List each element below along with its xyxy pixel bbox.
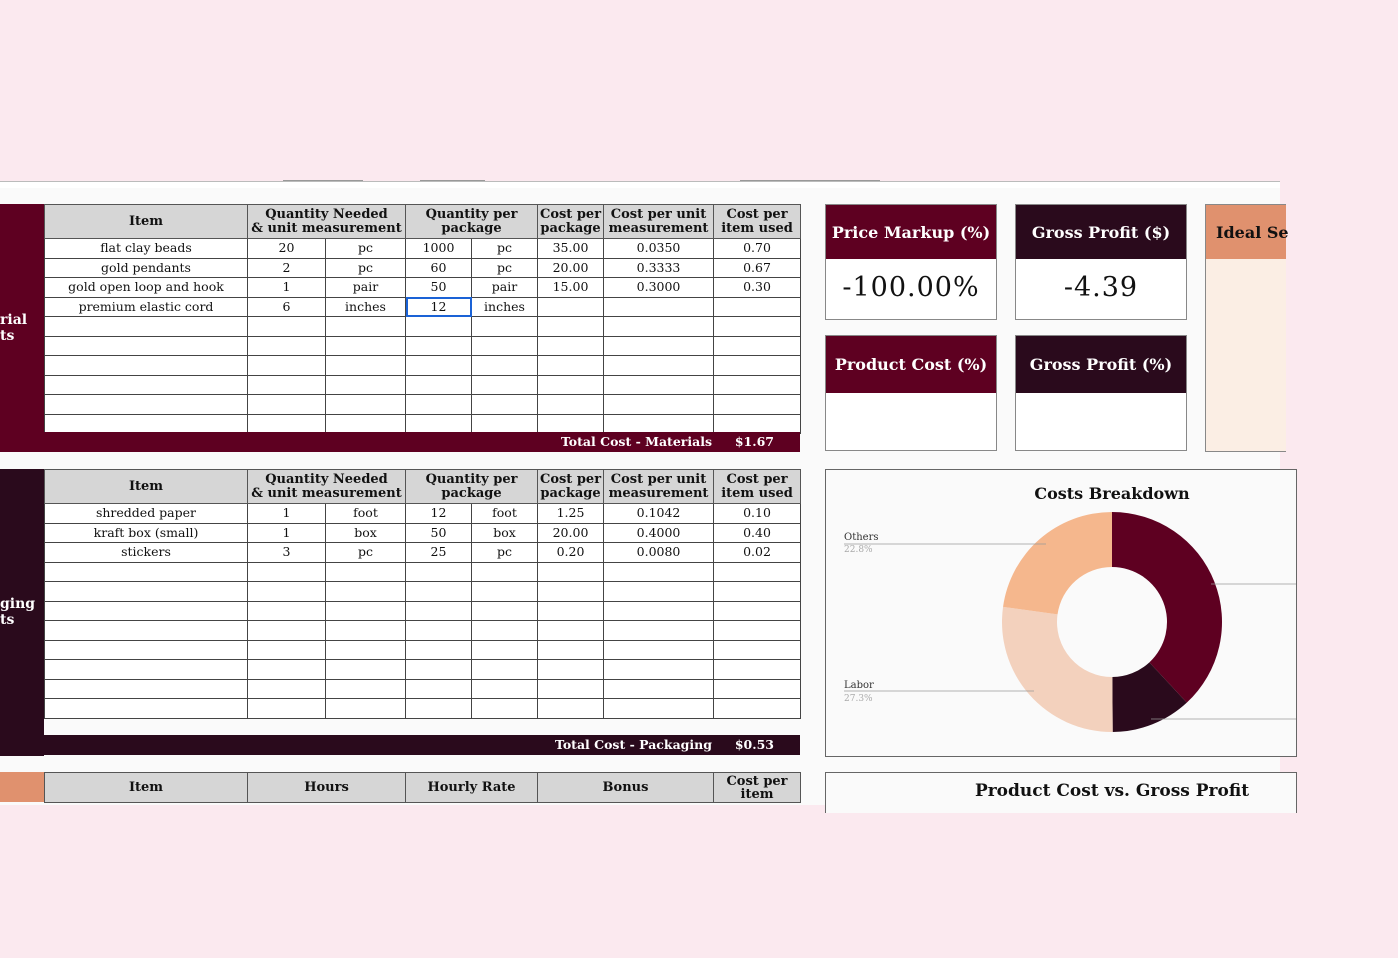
cell-qty-needed[interactable]: 1 <box>248 504 326 524</box>
others-label: Others <box>844 532 879 543</box>
table-row <box>45 375 801 395</box>
cell-qty-unit[interactable] <box>326 640 406 660</box>
cell-qty-per-package[interactable] <box>406 356 472 376</box>
product-cost-pct-label: Product Cost (%) <box>826 336 996 393</box>
table-row <box>45 621 801 641</box>
costs-breakdown-panel[interactable] <box>825 469 1297 757</box>
cell-qty-needed[interactable] <box>248 699 326 719</box>
cell-qty-unit[interactable] <box>326 660 406 680</box>
gross-profit-pct-card <box>1015 335 1187 451</box>
cell-qty-needed[interactable]: 2 <box>248 258 326 278</box>
col-header-cost-per-unit[interactable]: Cost per unit measurement <box>604 205 714 239</box>
cell-cost-per-item[interactable]: 0.10 <box>714 504 801 524</box>
cell-cost-per-unit[interactable] <box>604 317 714 337</box>
cell-cost-per-item[interactable] <box>714 660 801 680</box>
cell-cost-per-item[interactable] <box>714 414 801 434</box>
cell-cost-per-item[interactable] <box>714 679 801 699</box>
table-row <box>45 660 801 680</box>
table-row <box>45 562 801 582</box>
cell-package-unit[interactable]: pc <box>472 543 538 563</box>
cell-qty-per-package[interactable] <box>406 660 472 680</box>
cell-item[interactable] <box>45 375 248 395</box>
cell-qty-per-package[interactable] <box>406 582 472 602</box>
gross-profit-pct-label: Gross Profit (%) <box>1016 336 1186 393</box>
materials-band-label-1: rial <box>0 312 28 328</box>
table-row <box>45 336 801 356</box>
others-pct: 22.8% <box>844 545 873 555</box>
cell-item[interactable] <box>45 336 248 356</box>
cell-cost-per-package[interactable]: 15.00 <box>538 278 604 298</box>
cell-cost-per-unit[interactable] <box>604 375 714 395</box>
cell-package-unit[interactable]: pair <box>472 278 538 298</box>
labor-label: Labor <box>844 680 874 691</box>
cell-qty-needed[interactable]: 20 <box>248 239 326 259</box>
materials-band <box>0 204 44 452</box>
cell-cost-per-package[interactable]: 1.25 <box>538 504 604 524</box>
cell-qty-unit[interactable]: pc <box>326 543 406 563</box>
cell-cost-per-package[interactable] <box>538 375 604 395</box>
packaging-band-label-2: ts <box>0 612 15 628</box>
col-header-cost-per-item[interactable]: Cost per item used <box>714 205 801 239</box>
cell-cost-per-unit[interactable] <box>604 414 714 434</box>
cell-qty-unit[interactable] <box>326 601 406 621</box>
cell-cost-per-unit[interactable]: 0.0080 <box>604 543 714 563</box>
cell-cost-per-unit[interactable] <box>604 356 714 376</box>
cell-qty-needed[interactable] <box>248 317 326 337</box>
cell-cost-per-item[interactable]: 0.30 <box>714 278 801 298</box>
col-header-cost-per-unit[interactable]: Cost per unit measurement <box>604 470 714 504</box>
cell-qty-per-package[interactable] <box>406 562 472 582</box>
cell-cost-per-package[interactable] <box>538 582 604 602</box>
cell-qty-unit[interactable] <box>326 621 406 641</box>
cell-item[interactable] <box>45 356 248 376</box>
cell-qty-per-package[interactable] <box>406 679 472 699</box>
ideal-price-label: Ideal Se <box>1206 205 1286 259</box>
cell-cost-per-unit[interactable]: 0.0350 <box>604 239 714 259</box>
cell-item[interactable] <box>45 582 248 602</box>
cell-qty-needed[interactable] <box>248 336 326 356</box>
packaging-table <box>44 469 801 719</box>
cell-package-unit[interactable] <box>472 356 538 376</box>
cell-qty-unit[interactable]: pc <box>326 239 406 259</box>
cell-cost-per-package[interactable] <box>538 395 604 415</box>
cell-cost-per-item[interactable]: 0.40 <box>714 523 801 543</box>
cell-qty-needed[interactable] <box>248 601 326 621</box>
cell-cost-per-item[interactable] <box>714 699 801 719</box>
gross-profit-dollar-value: -4.39 <box>1063 272 1139 303</box>
cell-cost-per-item[interactable] <box>714 601 801 621</box>
packaging-total-label: Total Cost - Packaging <box>554 737 712 752</box>
col-header-cost-per-package[interactable]: Cost per package <box>538 205 604 239</box>
cell-item[interactable]: shredded paper <box>45 504 248 524</box>
table-row <box>45 523 801 543</box>
cell-qty-per-package[interactable]: 60 <box>406 258 472 278</box>
cell-qty-per-package[interactable] <box>406 621 472 641</box>
table-row <box>45 601 801 621</box>
cell-item[interactable]: flat clay beads <box>45 239 248 259</box>
cell-cost-per-item[interactable] <box>714 640 801 660</box>
table-row <box>45 297 801 317</box>
cell-cost-per-package[interactable] <box>538 679 604 699</box>
cell-item[interactable]: kraft box (small) <box>45 523 248 543</box>
cell-qty-unit[interactable]: inches <box>326 297 406 317</box>
labor-col-hours[interactable]: Hours <box>248 773 406 803</box>
product-cost-pct-card <box>825 335 997 451</box>
cell-cost-per-item[interactable] <box>714 562 801 582</box>
cell-qty-unit[interactable] <box>326 699 406 719</box>
cell-qty-per-package[interactable] <box>406 336 472 356</box>
cell-qty-needed[interactable] <box>248 660 326 680</box>
cell-cost-per-unit[interactable] <box>604 395 714 415</box>
cell-item[interactable] <box>45 621 248 641</box>
costs-breakdown-title: Costs Breakdown <box>1034 484 1190 503</box>
cell-item[interactable] <box>45 640 248 660</box>
cell-package-unit[interactable] <box>472 562 538 582</box>
table-row <box>45 239 801 259</box>
table-row <box>45 504 801 524</box>
cell-package-unit[interactable]: inches <box>472 297 538 317</box>
cell-qty-unit[interactable] <box>326 375 406 395</box>
table-row <box>45 278 801 298</box>
gross-profit-dollar-card <box>1015 204 1187 320</box>
cell-qty-unit[interactable]: pc <box>326 258 406 278</box>
ideal-price-card <box>1205 204 1289 452</box>
labor-pct: 27.3% <box>844 694 873 704</box>
cell-cost-per-package[interactable]: 35.00 <box>538 239 604 259</box>
cell-qty-per-package[interactable] <box>406 601 472 621</box>
cell-package-unit[interactable] <box>472 601 538 621</box>
materials-band-label-2: ts <box>0 328 15 344</box>
cell-package-unit[interactable] <box>472 640 538 660</box>
cell-qty-unit[interactable] <box>326 679 406 699</box>
costs-breakdown-donut <box>826 470 1296 756</box>
cell-item[interactable] <box>45 660 248 680</box>
cell-cost-per-unit[interactable]: 0.1042 <box>604 504 714 524</box>
cell-cost-per-unit[interactable]: 0.3333 <box>604 258 714 278</box>
cell-qty-needed[interactable]: 1 <box>248 523 326 543</box>
cell-cost-per-package[interactable] <box>538 336 604 356</box>
col-header-quantity-needed[interactable]: Quantity Needed & unit measurement <box>248 205 406 239</box>
cell-cost-per-package[interactable] <box>538 640 604 660</box>
cell-package-unit[interactable] <box>472 414 538 434</box>
cell-cost-per-item[interactable] <box>714 317 801 337</box>
cell-qty-per-package[interactable]: 50 <box>406 523 472 543</box>
cell-qty-needed[interactable]: 3 <box>248 543 326 563</box>
table-row <box>45 679 801 699</box>
cell-cost-per-unit[interactable]: 0.4000 <box>604 523 714 543</box>
table-row <box>45 640 801 660</box>
cell-qty-unit[interactable] <box>326 414 406 434</box>
cell-qty-needed[interactable]: 1 <box>248 278 326 298</box>
cell-qty-unit[interactable]: pair <box>326 278 406 298</box>
materials-total-value: $1.67 <box>734 434 774 449</box>
cell-item[interactable] <box>45 317 248 337</box>
cell-cost-per-item[interactable] <box>714 621 801 641</box>
col-header-quantity-per-package[interactable]: Quantity per package <box>406 470 538 504</box>
cell-package-unit[interactable] <box>472 375 538 395</box>
cell-cost-per-package[interactable] <box>538 621 604 641</box>
cell-item[interactable] <box>45 601 248 621</box>
cell-cost-per-package[interactable]: 20.00 <box>538 523 604 543</box>
table-row <box>45 414 801 434</box>
cell-qty-per-package[interactable] <box>406 414 472 434</box>
cell-package-unit[interactable] <box>472 582 538 602</box>
cell-item[interactable] <box>45 699 248 719</box>
labor-band <box>0 772 44 802</box>
donut-slice-0[interactable] <box>1112 512 1222 703</box>
materials-table <box>44 204 801 434</box>
cell-cost-per-item[interactable] <box>714 356 801 376</box>
cell-qty-unit[interactable] <box>326 395 406 415</box>
cell-item[interactable]: gold pendants <box>45 258 248 278</box>
cell-cost-per-unit[interactable] <box>604 582 714 602</box>
col-header-cost-per-package[interactable]: Cost per package <box>538 470 604 504</box>
cell-package-unit[interactable]: pc <box>472 258 538 278</box>
cell-qty-per-package[interactable]: 12 <box>406 504 472 524</box>
cell-qty-needed[interactable] <box>248 640 326 660</box>
cell-qty-needed[interactable] <box>248 621 326 641</box>
cell-cost-per-package[interactable] <box>538 699 604 719</box>
col-header-item[interactable]: Item <box>45 470 248 504</box>
cell-qty-unit[interactable] <box>326 562 406 582</box>
cell-qty-per-package[interactable] <box>406 317 472 337</box>
cell-item[interactable] <box>45 562 248 582</box>
cell-cost-per-item[interactable] <box>714 395 801 415</box>
cell-cost-per-item[interactable]: 0.02 <box>714 543 801 563</box>
table-row <box>45 699 801 719</box>
gross-profit-dollar-label: Gross Profit ($) <box>1016 205 1186 259</box>
cell-item[interactable] <box>45 679 248 699</box>
cell-cost-per-package[interactable] <box>538 601 604 621</box>
cell-cost-per-unit[interactable] <box>604 562 714 582</box>
cell-item[interactable]: stickers <box>45 543 248 563</box>
cell-package-unit[interactable] <box>472 699 538 719</box>
table-row <box>45 395 801 415</box>
product-cost-vs-gross-profit-panel[interactable] <box>825 772 1297 813</box>
cell-cost-per-item[interactable] <box>714 297 801 317</box>
packaging-band-label-1: ging <box>0 596 36 612</box>
labor-col-hourly-rate[interactable]: Hourly Rate <box>406 773 538 803</box>
cell-cost-per-package[interactable] <box>538 660 604 680</box>
cell-cost-per-unit[interactable] <box>604 601 714 621</box>
cell-cost-per-package[interactable]: 0.20 <box>538 543 604 563</box>
product-cost-vs-gross-profit-title: Product Cost vs. Gross Profit <box>974 781 1250 801</box>
packaging-total-value: $0.53 <box>734 737 774 752</box>
packaging-band <box>0 469 44 756</box>
cell-package-unit[interactable] <box>472 679 538 699</box>
cell-item[interactable]: premium elastic cord <box>45 297 248 317</box>
table-row <box>45 258 801 278</box>
cell-qty-needed[interactable] <box>248 375 326 395</box>
cell-qty-needed[interactable] <box>248 562 326 582</box>
labor-col-item[interactable]: Item <box>45 773 248 803</box>
col-header-quantity-per-package[interactable]: Quantity per package <box>406 205 538 239</box>
cell-qty-needed[interactable] <box>248 356 326 376</box>
price-markup-card <box>825 204 997 320</box>
cell-package-unit[interactable] <box>472 660 538 680</box>
cell-qty-needed[interactable] <box>248 395 326 415</box>
cell-item[interactable] <box>45 395 248 415</box>
cell-qty-per-package[interactable] <box>406 699 472 719</box>
cell-package-unit[interactable] <box>472 317 538 337</box>
table-row <box>45 543 801 563</box>
cell-package-unit[interactable]: foot <box>472 504 538 524</box>
col-header-item[interactable]: Item <box>45 205 248 239</box>
labor-table <box>44 772 801 803</box>
cell-qty-unit[interactable]: box <box>326 523 406 543</box>
cell-cost-per-item[interactable]: 0.70 <box>714 239 801 259</box>
cell-qty-unit[interactable] <box>326 582 406 602</box>
cell-qty-needed[interactable] <box>248 679 326 699</box>
cell-qty-per-package[interactable]: 1000 <box>406 239 472 259</box>
cell-cost-per-package[interactable] <box>538 356 604 376</box>
price-markup-value: -100.00% <box>842 272 980 303</box>
table-row <box>45 356 801 376</box>
labor-col-cost-per-item[interactable]: Cost per item <box>714 773 801 803</box>
cell-qty-needed[interactable] <box>248 582 326 602</box>
donut-slice-3[interactable] <box>1003 512 1112 614</box>
table-row <box>45 317 801 337</box>
cell-cost-per-unit[interactable]: 0.3000 <box>604 278 714 298</box>
cell-package-unit[interactable] <box>472 336 538 356</box>
column-header-edge <box>0 181 1280 188</box>
cell-qty-per-package[interactable]: 12 <box>406 297 472 317</box>
cell-qty-per-package[interactable] <box>406 640 472 660</box>
cell-qty-per-package[interactable]: 25 <box>406 543 472 563</box>
cell-cost-per-unit[interactable] <box>604 660 714 680</box>
cell-cost-per-package[interactable] <box>538 317 604 337</box>
cell-qty-unit[interactable] <box>326 356 406 376</box>
table-row <box>45 582 801 602</box>
cell-cost-per-item[interactable] <box>714 582 801 602</box>
cell-cost-per-item[interactable] <box>714 375 801 395</box>
cell-package-unit[interactable] <box>472 621 538 641</box>
cell-cost-per-unit[interactable] <box>604 699 714 719</box>
cell-cost-per-item[interactable]: 0.67 <box>714 258 801 278</box>
cell-qty-needed[interactable]: 6 <box>248 297 326 317</box>
cell-cost-per-item[interactable] <box>714 336 801 356</box>
col-header-quantity-needed[interactable]: Quantity Needed & unit measurement <box>248 470 406 504</box>
cell-package-unit[interactable]: box <box>472 523 538 543</box>
cell-cost-per-package[interactable]: 20.00 <box>538 258 604 278</box>
price-markup-label: Price Markup (%) <box>826 205 996 259</box>
cell-item[interactable] <box>45 414 248 434</box>
cell-cost-per-unit[interactable] <box>604 640 714 660</box>
cell-package-unit[interactable] <box>472 395 538 415</box>
cell-qty-per-package[interactable]: 50 <box>406 278 472 298</box>
packaging-total-bar <box>44 735 800 755</box>
cell-cost-per-package[interactable] <box>538 414 604 434</box>
cell-cost-per-unit[interactable] <box>604 297 714 317</box>
cell-qty-unit[interactable]: foot <box>326 504 406 524</box>
materials-total-bar <box>44 432 800 452</box>
cell-qty-unit[interactable] <box>326 317 406 337</box>
cell-qty-unit[interactable] <box>326 336 406 356</box>
cell-cost-per-unit[interactable] <box>604 679 714 699</box>
cell-package-unit[interactable]: pc <box>472 239 538 259</box>
cell-cost-per-package[interactable] <box>538 297 604 317</box>
col-header-cost-per-item[interactable]: Cost per item used <box>714 470 801 504</box>
cell-qty-per-package[interactable] <box>406 395 472 415</box>
cell-cost-per-unit[interactable] <box>604 336 714 356</box>
cell-cost-per-unit[interactable] <box>604 621 714 641</box>
donut-slice-2[interactable] <box>1002 607 1113 732</box>
cell-item[interactable]: gold open loop and hook <box>45 278 248 298</box>
cell-qty-per-package[interactable] <box>406 375 472 395</box>
cell-qty-needed[interactable] <box>248 414 326 434</box>
materials-total-label: Total Cost - Materials <box>560 434 712 449</box>
cell-cost-per-package[interactable] <box>538 562 604 582</box>
labor-col-bonus[interactable]: Bonus <box>538 773 714 803</box>
